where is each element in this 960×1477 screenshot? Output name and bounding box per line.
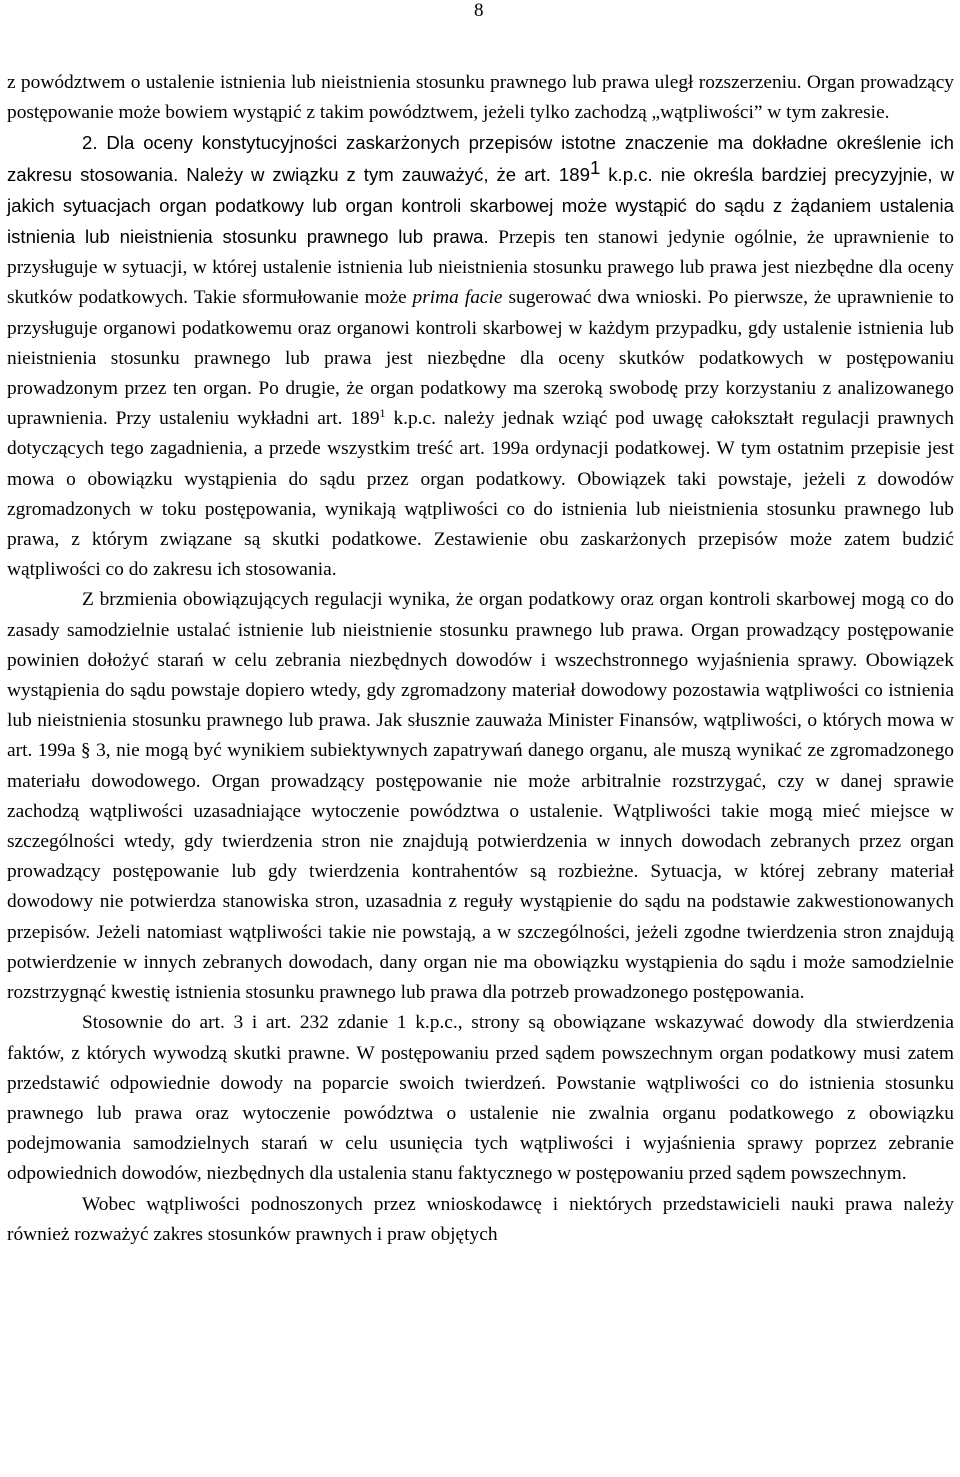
- paragraph-2-serif-part-b: sugerować dwa wnioski. Po pierwsze, że uprawnienie to przysługuje organowi podatkowemu oraz organowi kontroli skarbowej w każdym przypadku, gdy ustalenie istnienia lub nieistnienia stosunku prawnego lub prawa jest niezbędne dla oceny skutków podatkowych w postępowaniu prowadzonym przez ten organ. Po drugie, że organ podatkowy ma szeroką swobodę przy korzystaniu z analizowanego uprawnienia. Przy ustaleniu wykładni art. 189: [7, 287, 954, 430]
- italic-phrase: prima facie: [412, 287, 503, 309]
- paragraph-1: z powództwem o ustalenie istnienia lub nieistnienia stosunku prawnego lub prawa uległ rozszerzeniu. Organ prowadzący postępowanie może bowiem wystąpić z takim powództwem, jeżeli tylko zachodzą „wątpliwości” w tym zakresie.: [7, 72, 954, 124]
- paragraph-2-serif-part-a: Przepis ten stanowi jedynie ogólnie, że uprawnienie to przysługuje w sytuacji, w której ustalenie istnienia lub nieistnienia stosunku prawego lub prawa jest niezbędne dla oceny skutków podatkowych. Takie sformułowanie może: [7, 227, 954, 309]
- paragraph-3: Z brzmienia obowiązujących regulacji wynika, że organ podatkowy oraz organ kontroli skarbowej mogą co do zasady samodzielnie ustalać istnienie lub nieistnienie stosunku prawnego lub prawa. Organ prowadzący postępowanie powinien dołożyć starań w celu zebrania niezbędnych dowodów i wszechstronnego wyjaśnienia sprawy. Obowiązek wystąpienia do sądu powstaje dopiero wtedy, gdy zgromadzony materiał dowodowy pozostawia wątpliwości co istnienia lub nieistnienia stosunku prawnego lub prawa. Jak słusznie zauważa Minister Finansów, wątpliwości, o których mowa w art. 199a § 3, nie mogą być wynikiem subiektywnych zapatrywań danego organu, ale muszą wynikać ze zgromadzonego materiału dowodowego. Organ prowadzący postępowanie nie może arbitralnie rozstrzygać, czy w danej sprawie zachodzą wątpliwości uzasadniające wytoczenie powództwa o ustalenie. Wątpliwości takie mogą mieć miejsce w szczególności wtedy, gdy twierdzenia stron nie znajdują potwierdzenia w innych dowodach zebranych przez organ prowadzący postępowanie lub gdy twierdzenia kontrahentów są rozbieżne. Sytuacja, w której zebrany materiał dowodowy nie potwierdza stanowiska stron, uzasadnia z reguły wystąpienie do sądu na podstawie zakwestionowanych przepisów. Jeżeli natomiast wątpliwości takie nie powstają, a w szczególności, jeżeli zgodne twierdzenia stron znajdują potwierdzenie w innych zebranych dowodach, dany organ nie ma obowiązku wystąpienia do sądu i może samodzielnie rozstrzygnąć kwestię istnienia stosunku prawnego lub prawa dla potrzeb prowadzonego postępowania.: [7, 589, 954, 1004]
- paragraph-2-sans-part-b: k.p.c. nie określa bardziej precyzyjnie, w jakich sytuacjach organ podatkowy lub organ kontroli skarbowej może wystąpić do sądu z żądaniem ustalenia istnienia lub nieistnienia stosunku prawnego lub prawa.: [7, 163, 954, 248]
- paragraph-2: [7, 128, 954, 585]
- superscript-1: 1: [589, 156, 601, 178]
- paragraph-5: Wobec wątpliwości podnoszonych przez wnioskodawcę i niektórych przedstawicieli nauki prawa należy również rozważyć zakres stosunków prawnych i praw objętych: [7, 1193, 954, 1245]
- paragraph-2-sans-part-a: 2. Dla oceny konstytucyjności zaskarżonych przepisów istotne znaczenie ma dokładne określenie ich zakresu stosowania. Należy w związku z tym zauważyć, że art. 189: [7, 132, 954, 185]
- document-body: [7, 68, 954, 1250]
- paragraph-4: Stosownie do art. 3 i art. 232 zdanie 1 k.p.c., strony są obowiązane wskazywać dowody dla stwierdzenia faktów, z których wywodzą skutki prawne. W postępowaniu przed sądem powszechnym organ podatkowy musi zatem przedstawić odpowiednie dowody na poparcie swoich twierdzeń. Powstanie wątpliwości co do istnienia stosunku prawnego lub prawa oraz wytoczenie powództwa o ustalenie nie zwalnia organu podatkowego z obowiązku podejmowania samodzielnych starań w celu usunięcia tych wątpliwości i wyjaśnienia sprawy poprzez zebranie odpowiednich dowodów, niezbędnych dla ustalenia stanu faktycznego w postępowaniu przed sądem powszechnym.: [7, 1012, 954, 1185]
- superscript-2: 1: [379, 406, 386, 421]
- paragraph-2-serif-part-c: k.p.c. należy jednak wziąć pod uwagę całokształt regulacji prawnych dotyczących tego zagadnienia, a przede wszystkim treść art. 199a ordynacji podatkowej. W tym ostatnim przepisie jest mowa o obowiązku wystąpienia do sądu przez organ podatkowy. Obowiązek taki powstaje, jeżeli z dowodów zgromadzonych w toku postępowania, wynikają wątpliwości co do istnienia lub nieistnienia stosunku prawnego lub prawa, z którym związane są skutki podatkowe. Zestawienie obu zaskarżonych przepisów może zatem budzić wątpliwości co do zakresu ich stosowania.: [7, 408, 954, 581]
- page-number: 8: [474, 0, 484, 21]
